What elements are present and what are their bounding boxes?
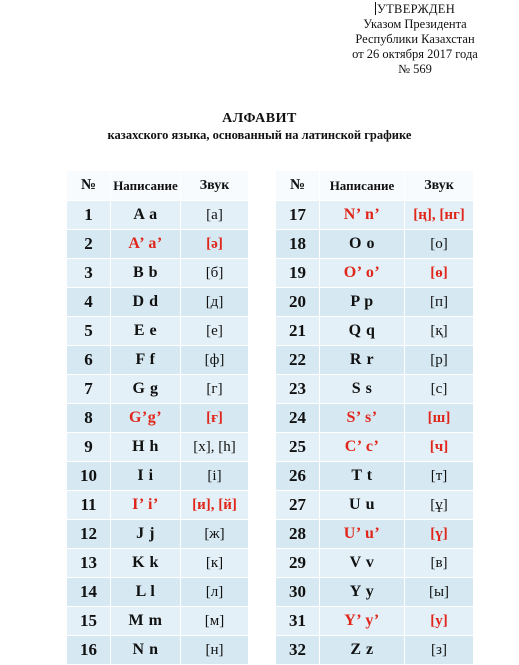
approval-date: от 26 октября 2017 года: [352, 47, 478, 61]
letter-sound: [с]: [405, 375, 474, 404]
letter-latin: R r: [320, 346, 405, 375]
letter-latin: N n: [111, 636, 181, 665]
letter-sound: [т]: [405, 462, 474, 491]
letter-latin: M m: [111, 607, 181, 636]
letter-number: 14: [67, 578, 111, 607]
table-row: [276, 578, 474, 607]
table-row: [276, 404, 474, 433]
approval-title: УТВЕРЖДЕН: [376, 2, 456, 16]
letter-latin: A’ a’: [111, 230, 181, 259]
letter-number: 26: [276, 462, 320, 491]
table-row: [276, 549, 474, 578]
letter-number: 5: [67, 317, 111, 346]
letter-number: 6: [67, 346, 111, 375]
letter-sound: [к]: [181, 549, 249, 578]
approval-country: Республики Казахстан: [355, 32, 475, 46]
letter-latin: G g: [111, 375, 181, 404]
letter-sound: [ғ]: [181, 404, 249, 433]
letter-number: 23: [276, 375, 320, 404]
letter-number: 27: [276, 491, 320, 520]
letter-sound: [ө]: [405, 259, 474, 288]
letter-latin: I’ i’: [111, 491, 181, 520]
letter-sound: [ф]: [181, 346, 249, 375]
letter-sound: [з]: [405, 636, 474, 665]
letter-sound: [л]: [181, 578, 249, 607]
letter-number: 1: [67, 201, 111, 230]
letter-number: 3: [67, 259, 111, 288]
rows-left: [67, 201, 249, 665]
letter-sound: [ү]: [405, 520, 474, 549]
letter-latin: K k: [111, 549, 181, 578]
table-row: [67, 259, 249, 288]
table-row: [276, 317, 474, 346]
letter-number: 21: [276, 317, 320, 346]
rows-right: [276, 201, 474, 665]
letter-number: 10: [67, 462, 111, 491]
letter-number: 16: [67, 636, 111, 665]
letter-latin: N’ n’: [320, 201, 405, 230]
letter-sound: [қ]: [405, 317, 474, 346]
letter-latin: Y y: [320, 578, 405, 607]
table-header-row: [276, 171, 474, 201]
letter-number: 19: [276, 259, 320, 288]
letter-latin: L l: [111, 578, 181, 607]
header-writing: Написание: [111, 171, 181, 201]
header-number: №: [276, 171, 320, 201]
letter-latin: O’ o’: [320, 259, 405, 288]
table-row: [276, 433, 474, 462]
letter-sound: [и], [й]: [181, 491, 249, 520]
table-row: [67, 491, 249, 520]
table-row: [67, 317, 249, 346]
table-row: [276, 520, 474, 549]
letter-latin: Q q: [320, 317, 405, 346]
letter-latin: H h: [111, 433, 181, 462]
table-row: [67, 462, 249, 491]
table-row: [67, 549, 249, 578]
letter-number: 12: [67, 520, 111, 549]
header-writing: Написание: [320, 171, 405, 201]
table-row: [276, 288, 474, 317]
letter-number: 11: [67, 491, 111, 520]
letter-latin: Z z: [320, 636, 405, 665]
header-number: №: [67, 171, 111, 201]
letter-latin: U’ u’: [320, 520, 405, 549]
letter-sound: [у]: [405, 607, 474, 636]
table-row: [276, 607, 474, 636]
letter-sound: [б]: [181, 259, 249, 288]
letter-sound: [ұ]: [405, 491, 474, 520]
letter-sound: [е]: [181, 317, 249, 346]
table-row: [67, 346, 249, 375]
letter-sound: [і]: [181, 462, 249, 491]
table-row: [276, 230, 474, 259]
letter-latin: P p: [320, 288, 405, 317]
letter-sound: [д]: [181, 288, 249, 317]
letter-latin: Y’ y’: [320, 607, 405, 636]
letter-latin: T t: [320, 462, 405, 491]
letter-sound: [ж]: [181, 520, 249, 549]
table-row: [67, 578, 249, 607]
letter-latin: B b: [111, 259, 181, 288]
letter-number: 20: [276, 288, 320, 317]
letter-number: 29: [276, 549, 320, 578]
text-cursor-icon: [375, 2, 376, 15]
letter-sound: [а]: [181, 201, 249, 230]
letter-sound: [п]: [405, 288, 474, 317]
letter-latin: C’ c’: [320, 433, 405, 462]
letter-latin: E e: [111, 317, 181, 346]
header-sound: Звук: [181, 171, 249, 201]
approval-stamp: [330, 2, 500, 77]
letter-number: 9: [67, 433, 111, 462]
letter-latin: A a: [111, 201, 181, 230]
letter-latin: G’g’: [111, 404, 181, 433]
letter-sound: [в]: [405, 549, 474, 578]
letter-number: 24: [276, 404, 320, 433]
letter-sound: [ә]: [181, 230, 249, 259]
letter-number: 17: [276, 201, 320, 230]
letter-sound: [м]: [181, 607, 249, 636]
letter-number: 13: [67, 549, 111, 578]
letter-number: 28: [276, 520, 320, 549]
letter-sound: [о]: [405, 230, 474, 259]
letter-number: 15: [67, 607, 111, 636]
letter-latin: I i: [111, 462, 181, 491]
letter-latin: V v: [320, 549, 405, 578]
letter-latin: J j: [111, 520, 181, 549]
letter-latin: S’ s’: [320, 404, 405, 433]
table-row: [276, 462, 474, 491]
table-row: [67, 404, 249, 433]
page-subtitle: казахского языка, основанный на латинской графике: [107, 128, 412, 142]
letter-sound: [ы]: [405, 578, 474, 607]
letter-sound: [х], [h]: [181, 433, 249, 462]
letter-sound: [г]: [181, 375, 249, 404]
page-title: АЛФАВИТ: [222, 111, 297, 126]
table-row: [67, 636, 249, 665]
table-header-row: [67, 171, 249, 201]
table-row: [67, 433, 249, 462]
letter-latin: S s: [320, 375, 405, 404]
letter-number: 32: [276, 636, 320, 665]
header-sound: Звук: [405, 171, 474, 201]
table-row: [67, 201, 249, 230]
table-row: [67, 375, 249, 404]
letter-latin: U u: [320, 491, 405, 520]
approval-number: № 569: [398, 62, 432, 76]
alphabet-table-left: [66, 170, 249, 665]
letter-number: 25: [276, 433, 320, 462]
table-row: [67, 520, 249, 549]
table-row: [67, 607, 249, 636]
letter-sound: [н]: [181, 636, 249, 665]
letter-latin: D d: [111, 288, 181, 317]
letter-number: 4: [67, 288, 111, 317]
letter-number: 22: [276, 346, 320, 375]
letter-latin: F f: [111, 346, 181, 375]
table-row: [67, 288, 249, 317]
table-row: [276, 491, 474, 520]
table-row: [276, 636, 474, 665]
table-row: [276, 375, 474, 404]
letter-latin: O o: [320, 230, 405, 259]
letter-number: 31: [276, 607, 320, 636]
letter-sound: [ш]: [405, 404, 474, 433]
table-row: [276, 259, 474, 288]
table-row: [67, 230, 249, 259]
table-row: [276, 346, 474, 375]
approval-decree: Указом Президента: [363, 17, 467, 31]
alphabet-table-right: [275, 170, 474, 665]
document-heading: [0, 110, 519, 143]
letter-number: 30: [276, 578, 320, 607]
table-row: [276, 201, 474, 230]
letter-number: 2: [67, 230, 111, 259]
letter-number: 8: [67, 404, 111, 433]
letter-number: 7: [67, 375, 111, 404]
letter-number: 18: [276, 230, 320, 259]
letter-sound: [р]: [405, 346, 474, 375]
letter-sound: [ч]: [405, 433, 474, 462]
letter-sound: [ң], [нг]: [405, 201, 474, 230]
